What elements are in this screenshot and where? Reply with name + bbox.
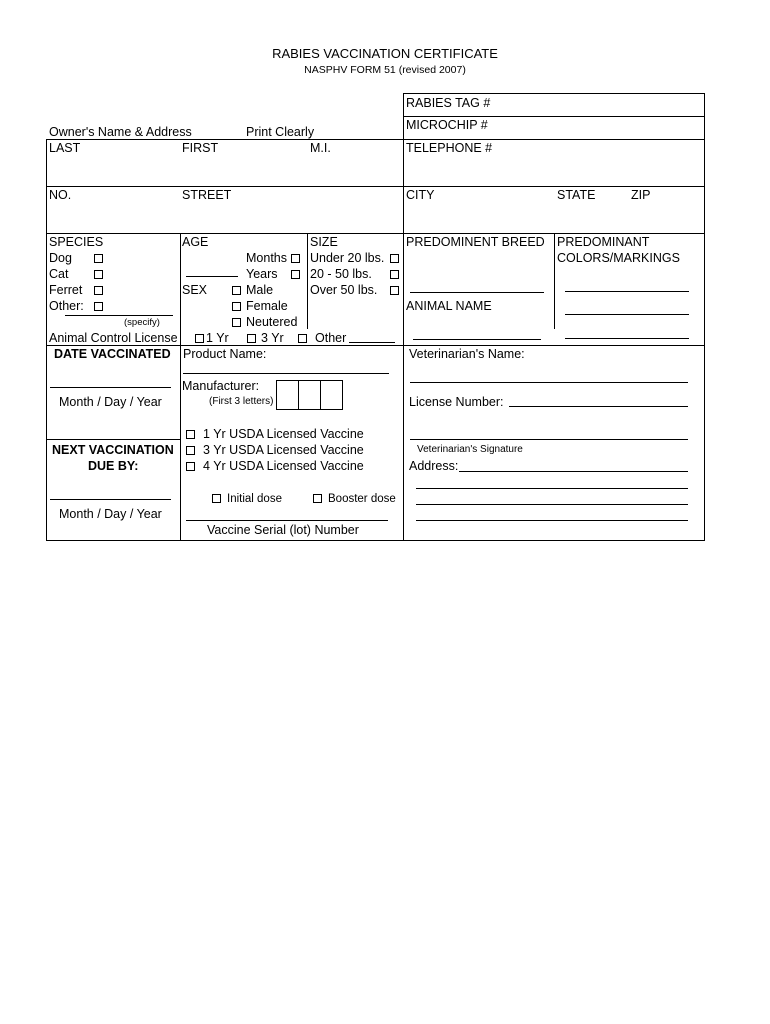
- species-cat-label: Cat: [49, 267, 69, 281]
- sex-male-checkbox[interactable]: [232, 286, 241, 295]
- city-label: CITY: [406, 188, 435, 202]
- colors-line-2[interactable]: [565, 314, 689, 315]
- size-20to50-label: 20 - 50 lbs.: [310, 267, 372, 281]
- sex-neutered-label: Neutered: [246, 315, 298, 329]
- license-number-label: License Number:: [409, 395, 504, 409]
- microchip-label: MICROCHIP #: [406, 118, 488, 132]
- next-vaccination-label: NEXT VACCINATION: [52, 443, 174, 457]
- species-ferret-label: Ferret: [49, 283, 83, 297]
- vaccine-4yr-checkbox[interactable]: [186, 462, 195, 471]
- zip-label: ZIP: [631, 188, 651, 202]
- vaccine-3yr-label: 3 Yr USDA Licensed Vaccine: [203, 443, 364, 457]
- species-label: SPECIES: [49, 235, 104, 249]
- license-number-line[interactable]: [509, 406, 688, 407]
- age-years-label: Years: [246, 267, 278, 281]
- manufacturer-label: Manufacturer:: [182, 379, 260, 393]
- date-vaccinated-label: DATE VACCINATED: [54, 347, 171, 361]
- size-under20-label: Under 20 lbs.: [310, 251, 385, 265]
- vaccine-1yr-checkbox[interactable]: [186, 430, 195, 439]
- vaccine-4yr-label: 4 Yr USDA Licensed Vaccine: [203, 459, 364, 473]
- vaccine-1yr-label: 1 Yr USDA Licensed Vaccine: [203, 427, 364, 441]
- age-label: AGE: [182, 235, 209, 249]
- due-by-label: DUE BY:: [88, 459, 139, 473]
- product-name-label: Product Name:: [183, 347, 267, 361]
- colors-line-1[interactable]: [565, 291, 689, 292]
- first-name-label: FIRST: [182, 141, 219, 155]
- license-1yr-checkbox[interactable]: [195, 334, 204, 343]
- species-dog-label: Dog: [49, 251, 72, 265]
- initial-dose-checkbox[interactable]: [212, 494, 221, 503]
- sex-neutered-checkbox[interactable]: [232, 318, 241, 327]
- initial-dose-label: Initial dose: [227, 493, 282, 505]
- signature-line[interactable]: [410, 439, 688, 440]
- vaccine-3yr-checkbox[interactable]: [186, 446, 195, 455]
- print-clearly-label: Print Clearly: [246, 125, 315, 139]
- specify-label: (specify): [124, 317, 160, 328]
- license-3yr-label: 3 Yr: [261, 331, 284, 345]
- vet-address-line-3[interactable]: [416, 504, 688, 505]
- species-cat-checkbox[interactable]: [94, 270, 103, 279]
- next-vaccination-format: Month / Day / Year: [59, 507, 162, 521]
- date-vaccinated-line[interactable]: [50, 387, 171, 388]
- license-1yr-label: 1 Yr: [206, 331, 229, 345]
- breed-line[interactable]: [410, 292, 544, 293]
- species-other-line[interactable]: [65, 315, 173, 316]
- serial-number-line[interactable]: [186, 520, 388, 521]
- size-under20-checkbox[interactable]: [390, 254, 399, 263]
- vet-address-line-2[interactable]: [416, 488, 688, 489]
- breed-label: PREDOMINENT BREED: [406, 235, 545, 249]
- signature-label: Veterinarian's Signature: [417, 444, 523, 455]
- species-dog-checkbox[interactable]: [94, 254, 103, 263]
- date-vaccinated-format: Month / Day / Year: [59, 395, 162, 409]
- street-label: STREET: [182, 188, 232, 202]
- colors-label-line2: COLORS/MARKINGS: [557, 251, 680, 265]
- animal-name-label: ANIMAL NAME: [406, 299, 492, 313]
- vet-name-line[interactable]: [410, 382, 688, 383]
- colors-label-line1: PREDOMINANT: [557, 235, 650, 249]
- sex-label: SEX: [182, 283, 208, 297]
- vet-address-label: Address:: [409, 459, 459, 473]
- license-other-line[interactable]: [349, 342, 395, 343]
- booster-dose-checkbox[interactable]: [313, 494, 322, 503]
- middle-initial-label: M.I.: [310, 141, 331, 155]
- animal-name-line[interactable]: [413, 339, 541, 340]
- size-20to50-checkbox[interactable]: [390, 270, 399, 279]
- age-months-checkbox[interactable]: [291, 254, 300, 263]
- size-over50-checkbox[interactable]: [390, 286, 399, 295]
- serial-number-label: Vaccine Serial (lot) Number: [207, 523, 359, 537]
- telephone-label: TELEPHONE #: [406, 141, 493, 155]
- size-over50-label: Over 50 lbs.: [310, 283, 378, 297]
- sex-male-label: Male: [246, 283, 274, 297]
- first-letters-hint: (First 3 letters): [209, 396, 274, 407]
- form-subtitle: NASPHV FORM 51 (revised 2007): [304, 64, 466, 76]
- booster-dose-label: Booster dose: [328, 493, 396, 505]
- manufacturer-letter-boxes[interactable]: [276, 380, 343, 410]
- vet-address-line-4[interactable]: [416, 520, 688, 521]
- license-3yr-checkbox[interactable]: [247, 334, 256, 343]
- license-other-checkbox[interactable]: [298, 334, 307, 343]
- sex-female-label: Female: [246, 299, 288, 313]
- product-name-line[interactable]: [183, 373, 389, 374]
- next-vaccination-line[interactable]: [50, 499, 171, 500]
- age-months-label: Months: [246, 251, 287, 265]
- size-label: SIZE: [310, 235, 338, 249]
- age-value-line[interactable]: [186, 276, 238, 277]
- sex-female-checkbox[interactable]: [232, 302, 241, 311]
- license-other-label: Other: [315, 331, 347, 345]
- rabies-tag-label: RABIES TAG #: [406, 96, 491, 110]
- vet-name-label: Veterinarian's Name:: [409, 347, 525, 361]
- vet-address-line-1[interactable]: [459, 471, 688, 472]
- owner-section-label: Owner's Name & Address: [49, 125, 192, 139]
- species-ferret-checkbox[interactable]: [94, 286, 103, 295]
- species-other-checkbox[interactable]: [94, 302, 103, 311]
- state-label: STATE: [557, 188, 596, 202]
- license-label: Animal Control License: [49, 331, 178, 345]
- species-other-label: Other:: [49, 299, 84, 313]
- house-number-label: NO.: [49, 188, 72, 202]
- colors-line-3[interactable]: [565, 338, 689, 339]
- certificate-title: RABIES VACCINATION CERTIFICATE: [272, 46, 498, 61]
- last-name-label: LAST: [49, 141, 81, 155]
- age-years-checkbox[interactable]: [291, 270, 300, 279]
